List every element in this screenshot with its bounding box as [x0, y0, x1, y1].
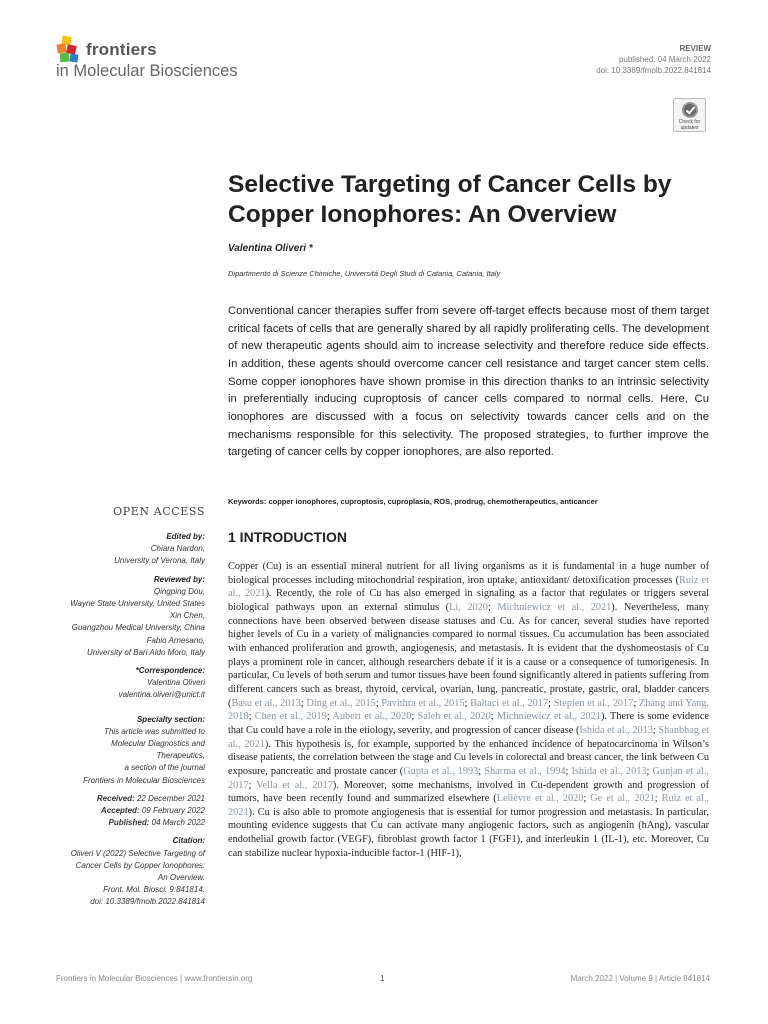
received-label: Received: — [96, 793, 135, 803]
edited-by-label: Edited by: — [166, 532, 205, 541]
author-affiliation: Dipartimento di Scienze Chimiche, Università Degli Studi di Catania, Catania, Italy — [228, 269, 501, 278]
keywords — [228, 497, 708, 506]
journal-subtitle: in Molecular Biosciences — [56, 62, 238, 80]
specialty-block — [20, 714, 205, 787]
sidebar-line: Fabio Arnesano, — [146, 635, 205, 645]
correspondence-email[interactable]: valentina.oliveri@unict.it — [118, 690, 205, 700]
citation-link[interactable]: Vella et al., 2017 — [256, 779, 333, 791]
body-text-run: ; — [300, 697, 307, 709]
citation-link[interactable]: Shanbhag et al., 2021 — [228, 724, 710, 750]
body-text-run: ). This hypothesis is, for example, supported by the enhanced incidence of hepatocarcinoma in Wilson’s disease patients, the correlation between the stage and Cu levels in colorectal and breast cancer, the link between Cu exposure, pancreatic and prostate cancer ( — [228, 738, 710, 777]
citation-doi[interactable]: doi: 10.3389/fmolb.2022.841814 — [90, 897, 205, 907]
body-text-run: ). Cu is also able to promote angiogenesis that is essential for tumor progression and metastasis. In particular, mounting evidence suggests that Cu can activate many angiogenic factors, such as angiogenin (hAng), vascular endothelial growth factor (VEGF), fibroblast growth factor 1 (FGF1), and interleukin 1 (IL-1), etc. Moreover, Cu can stabilize nuclear hypoxia-inducible factor-1 (HIF-1), — [228, 806, 709, 859]
body-text-run: Copper (Cu) is an essential mineral nutrient for all living organisms as it is fundamental in a huge number of biological processes including mitochondrial respiration, iron uptake, antioxidant/ detoxification processes ( — [228, 561, 709, 586]
body-text-run: ; — [248, 779, 257, 791]
sidebar-line: Oliveri V (2022) Selective Targeting of — [70, 848, 205, 858]
body-text-run: ; — [411, 711, 418, 723]
sidebar-line: University of Verona, Italy — [114, 556, 205, 566]
published-date-sidebar: 04 March 2022 — [151, 818, 205, 828]
article-meta — [596, 43, 711, 76]
body-text-run: ). Nevertheless, many connections have been observed between disease statuses and Cu. As for cancer, several studies have reported higher levels of Cu in a variety of malignancies compared to normal tissues. Cu accumulation has been associated with enhanced proliferation and growth, angiogenesis, and metastasis. It is evident that the dyshomeostasis of Cu plays a prominent role in cancer, although researchers debate if it is a cause or a consequence of tumorigenesis. In particular, Cu levels of both serum and tumor tissues have been found significantly altered in patients suffering from different cancers such as breast, thyroid, cervical, ovarian, lung, pancreatic, prostate, gastric, oral, bladder cancers ( — [228, 601, 709, 709]
citation-link[interactable]: Ishida et al., 2013 — [571, 765, 647, 777]
published-line — [20, 817, 205, 829]
abstract: Conventional cancer therapies suffer from severe off-target effects because most of them target critical facets of cells that are generally shared by all rapidly proliferating cells. The development of new therapeutic agents should aim to increase selectivity and therefore reduce side effects. In addition, these agents should overcome cancer cell resistance and target cancer stem cells. Some copper ionophores have shown promise in this direction thanks to an intrinsic selectivity in preferentially inducing cuproptosis of cancer cells compared to normal cells. Here, Cu ionophores are discussed with a focus on selectivity towards cancer cells and on the mechanisms responsible for this selectivity. The proposed strategies, to further improve the targeting of cancer cells by copper ionophores, are also reported. — [228, 305, 709, 459]
section-heading: 1 INTRODUCTION — [228, 529, 347, 545]
published-label: Published: — [108, 818, 150, 828]
footer-issue: March 2022 | Volume 9 | Article 841814 — [570, 974, 710, 983]
body-text-run: ; — [654, 793, 662, 805]
sidebar-line: This article was submitted to — [104, 726, 205, 736]
footer-journal[interactable]: Frontiers in Molecular Biosciences | www.frontiersin.org — [56, 974, 253, 983]
body-text-run: ; — [464, 697, 471, 709]
received-date: 22 December 2021 — [136, 793, 205, 803]
edited-by-block — [20, 531, 205, 568]
sidebar-line: Chiara Nardon, — [150, 544, 205, 554]
published-date: published: 04 March 2022 — [618, 55, 711, 64]
body-text-run: ). Recently, the role of Cu has also emerged in signaling as a factor that regulates or triggers several biological pathways upon an external stimulus ( — [228, 588, 709, 613]
body-text-run: ; — [478, 765, 485, 777]
frontiers-logo-icon — [56, 34, 84, 64]
citation-label: Citation: — [172, 836, 205, 846]
citation-link[interactable]: Ge et al., 2021 — [590, 793, 655, 805]
journal-brand: frontiers — [86, 40, 157, 59]
body-text-run: ; — [583, 793, 591, 805]
specialty-label: Specialty section: — [136, 714, 205, 724]
accepted-date: 09 February 2022 — [141, 806, 205, 816]
article-type: REVIEW — [679, 44, 711, 53]
sidebar-line: Wayne State University, United States — [70, 599, 205, 609]
article-sidebar — [20, 531, 205, 915]
keywords-label: Keywords: — [228, 497, 267, 506]
author-name[interactable]: Valentina Oliveri * — [228, 243, 313, 254]
citation-link[interactable]: Gupta et al., 1993 — [403, 765, 479, 777]
introduction-paragraph — [228, 560, 709, 860]
citation-link[interactable]: Aubert et al., 2020 — [332, 711, 412, 723]
body-text-run: ; — [248, 711, 255, 723]
received-line — [20, 793, 205, 805]
citation-link[interactable]: Saleh et al., 2020 — [417, 711, 491, 723]
citation-link[interactable]: Lelièvre et al., 2020 — [496, 793, 584, 805]
citation-link[interactable]: Zhang and Yang, 2018 — [228, 697, 710, 723]
check-for-updates-button[interactable] — [673, 98, 706, 132]
body-text-run: ; — [490, 711, 497, 723]
sidebar-line: Valentina Oliveri — [147, 678, 205, 688]
sidebar-line: Xin Chen, — [169, 611, 205, 621]
sidebar-line: University of Bari Aldo Moro, Italy — [87, 647, 205, 657]
correspondence-label: *Correspondence: — [135, 666, 205, 676]
citation-link[interactable]: Michniewicz et al., 2021 — [496, 711, 601, 723]
sidebar-line: Front. Mol. Biosci. 9:841814. — [103, 885, 205, 895]
sidebar-line: Molecular Diagnostics and — [111, 739, 205, 749]
article-title: Selective Targeting of Cancer Cells by Copper Ionophores: An Overview — [228, 171, 672, 228]
citation-block — [20, 835, 205, 908]
sidebar-line: Cancer Cells by Copper Ionophores: — [75, 860, 205, 870]
citation-link[interactable]: Chen et al., 2019 — [254, 711, 327, 723]
citation-link[interactable]: Ishida et al., 2013 — [579, 724, 653, 736]
body-text-run: ; — [326, 711, 333, 723]
citation-link[interactable]: Ruiz et al., 2021 — [228, 574, 710, 600]
citation-link[interactable]: Michniewicz et al., 2021 — [497, 601, 612, 613]
reviewed-by-label: Reviewed by: — [153, 574, 205, 584]
sidebar-line: An Overview. — [157, 873, 205, 883]
body-text-run: ). There is some evidence that Cu could have a role in the etiology, severity, and progression of cancer disease ( — [228, 711, 710, 736]
sidebar-line: Therapeutics, — [156, 751, 205, 761]
citation-link[interactable]: Basu et al., 2013 — [231, 697, 301, 709]
body-text-run: ; — [487, 601, 498, 613]
citation-link[interactable]: Gunjan et al., 2017 — [228, 765, 709, 791]
keywords-list: copper ionophores, cuproptosis, cuproplasia, ROS, prodrug, chemotherapeutics, anticancer — [268, 497, 598, 506]
sidebar-line: Guangzhou Medical University, China — [71, 623, 205, 633]
sidebar-line: Qingping Dou, — [153, 586, 205, 596]
sidebar-line: a section of the journal — [124, 763, 205, 773]
accepted-label: Accepted: — [100, 806, 140, 816]
body-text-run: ; — [565, 765, 572, 777]
page-number: 1 — [380, 974, 385, 983]
citation-link[interactable]: Pavithra et al., 2015 — [381, 697, 465, 709]
citation-link[interactable]: Ruiz et al., 2021 — [228, 793, 710, 818]
citation-link[interactable]: Li, 2020 — [449, 601, 488, 613]
body-text-run: ; — [633, 697, 639, 709]
check-icon — [682, 102, 698, 118]
dates-block — [20, 793, 205, 830]
body-text-run: ; — [375, 697, 382, 709]
citation-link[interactable]: Stepien et al., 2017 — [553, 697, 634, 709]
body-text-run: ). Moreover, some mechanisms, involved in Cu-dependent growth and progression of tumors, have been recently found and summarized elsewhere ( — [228, 779, 710, 805]
article-doi[interactable]: doi: 10.3389/fmolb.2022.841814 — [596, 66, 711, 75]
accepted-line — [20, 805, 205, 817]
body-text-run: ; — [548, 697, 554, 709]
citation-link[interactable]: Baltaci et al., 2017 — [470, 697, 549, 709]
citation-link[interactable]: Ding et al., 2015 — [306, 697, 376, 709]
citation-link[interactable]: Sharma et al., 1994 — [484, 765, 566, 777]
sidebar-line: Frontiers in Molecular Biosciences — [83, 775, 205, 785]
journal-logo[interactable] — [56, 34, 316, 84]
body-text-run: ; — [646, 765, 653, 777]
check-for-updates-label: Check for updates — [678, 119, 701, 131]
reviewed-by-block — [20, 574, 205, 659]
correspondence-block — [20, 665, 205, 702]
open-access-label: OPEN ACCESS — [113, 505, 205, 518]
body-text-run: ; — [652, 724, 659, 736]
